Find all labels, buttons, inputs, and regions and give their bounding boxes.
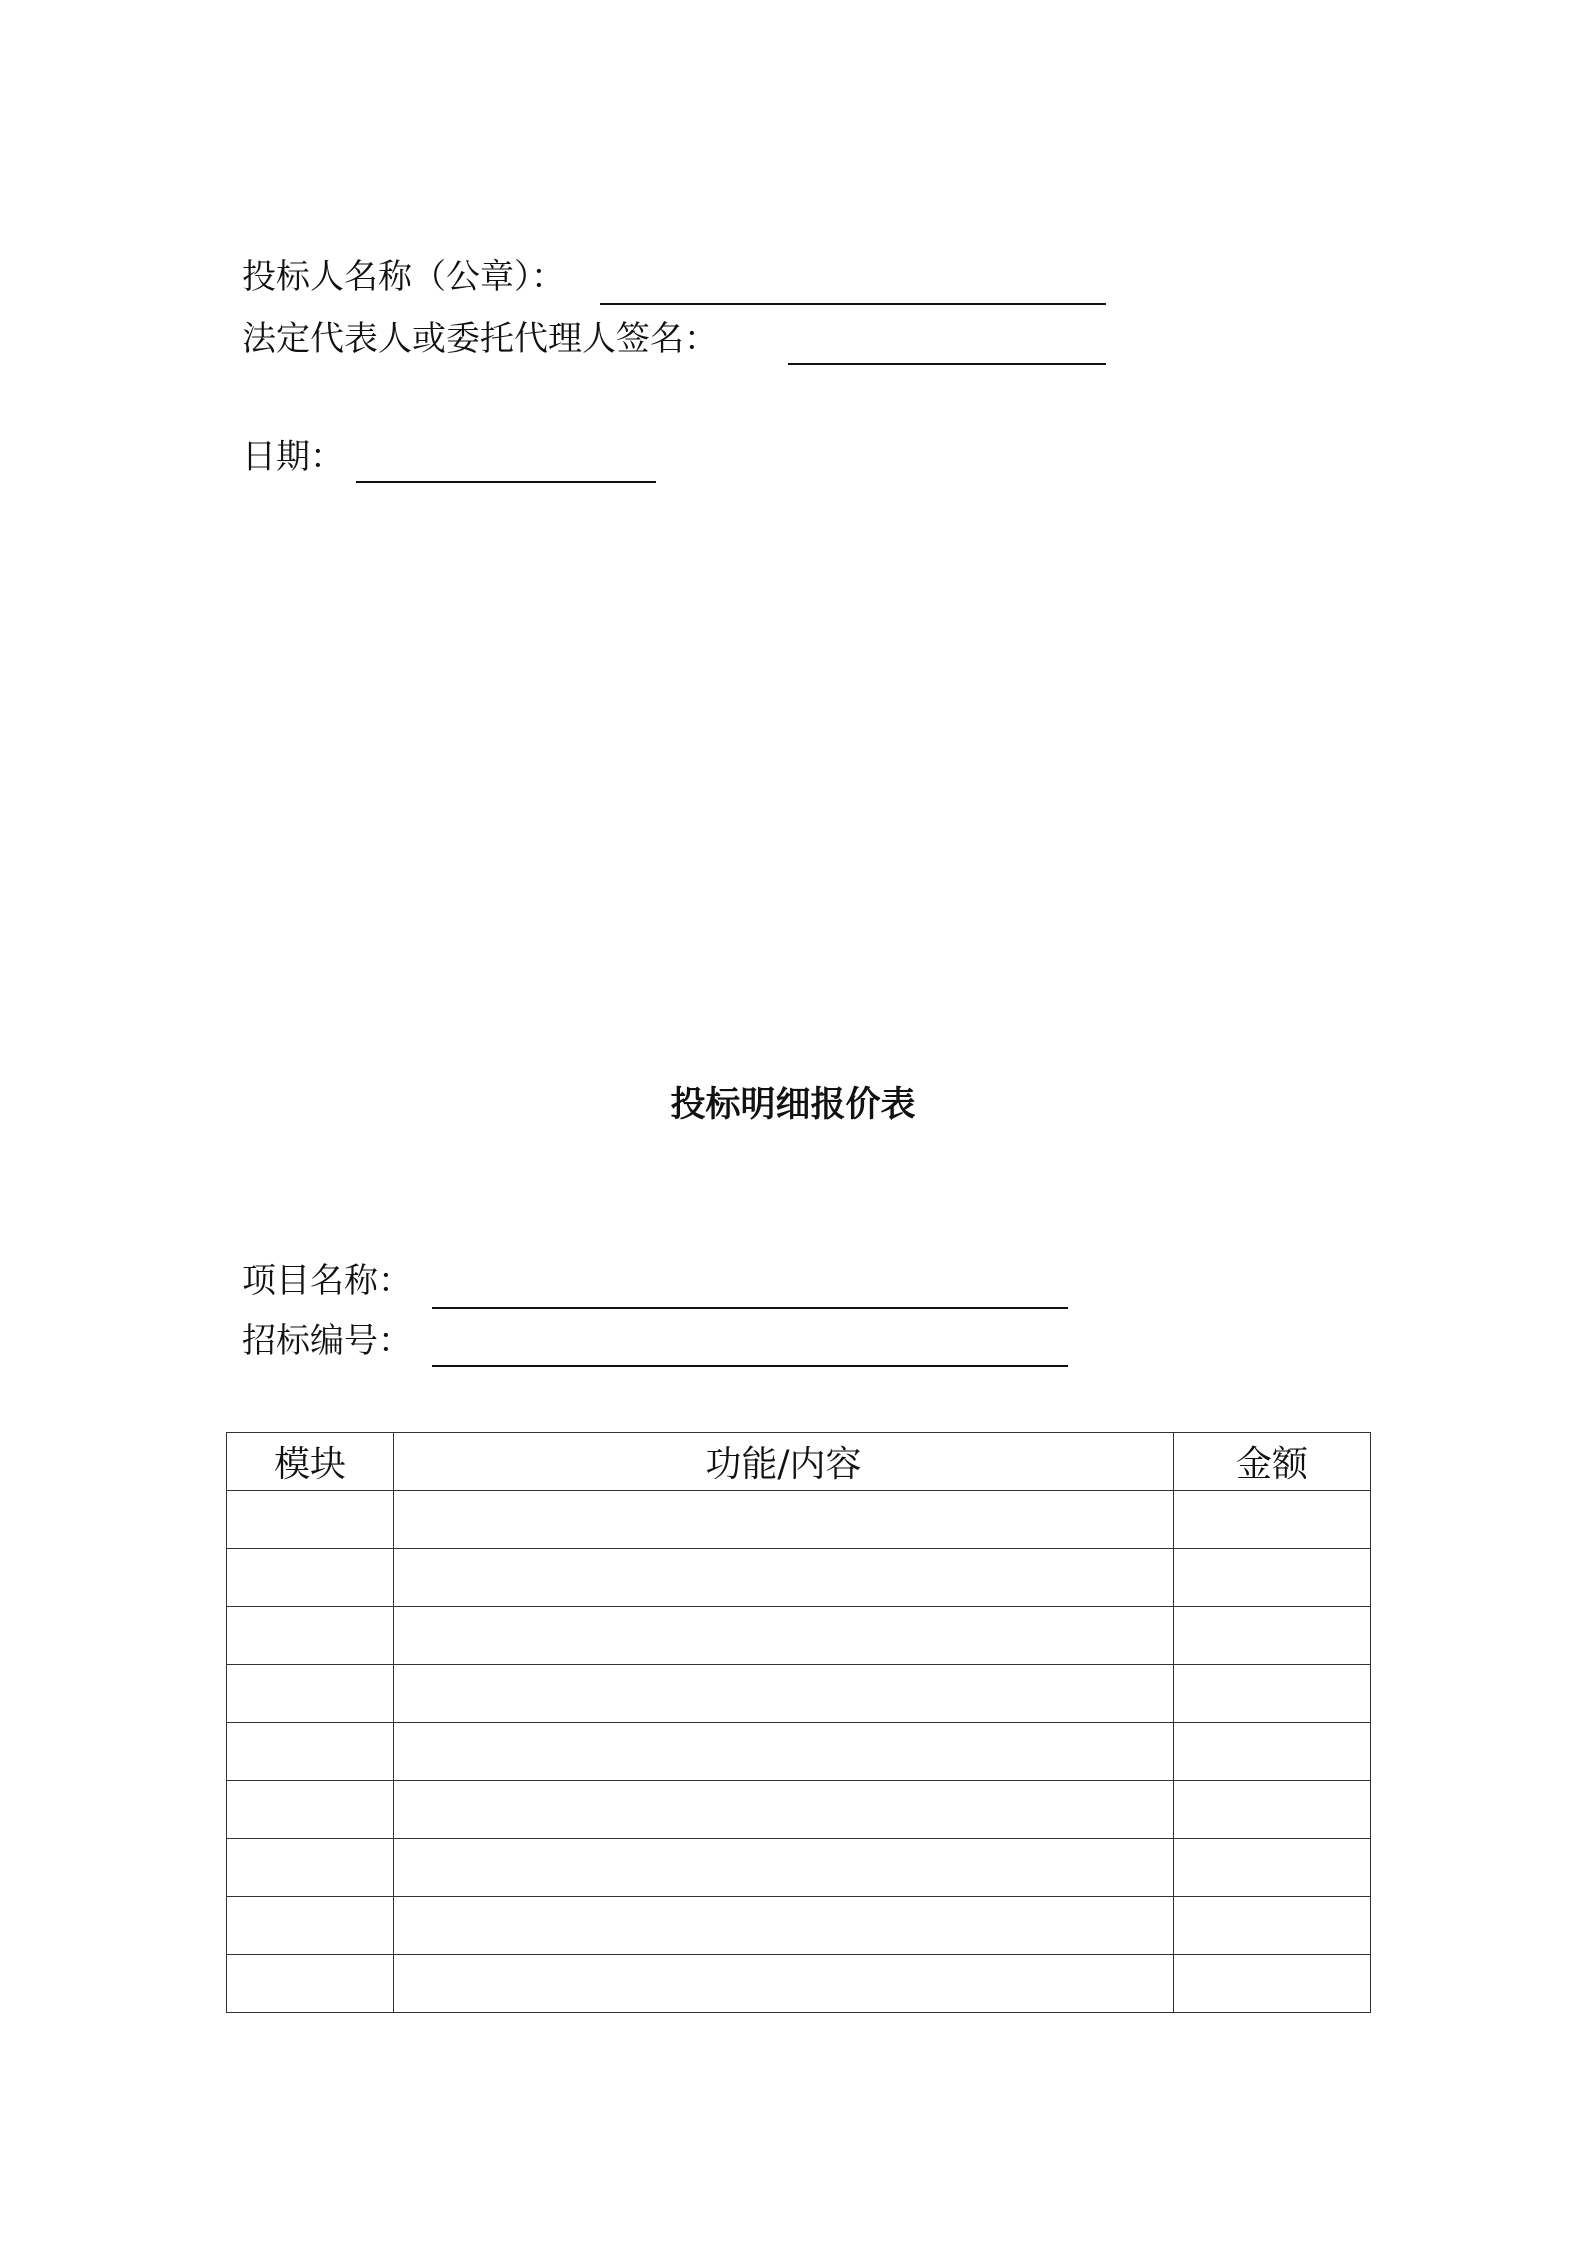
representative-signature-field[interactable] xyxy=(788,363,1106,365)
table-row xyxy=(227,1607,1371,1665)
amount-cell[interactable] xyxy=(1174,1607,1371,1665)
content-cell[interactable] xyxy=(394,1723,1174,1781)
module-cell[interactable] xyxy=(227,1491,394,1549)
price-table-body xyxy=(227,1491,1371,2013)
representative-label: 法定代表人或委托代理人签名： xyxy=(242,319,718,359)
content-cell[interactable] xyxy=(394,1955,1174,2013)
module-cell[interactable] xyxy=(227,1723,394,1781)
content-cell[interactable] xyxy=(394,1897,1174,1955)
price-table xyxy=(226,1432,1371,2013)
module-cell[interactable] xyxy=(227,1839,394,1897)
tender-number-label: 招标编号： xyxy=(242,1321,412,1361)
content-cell[interactable] xyxy=(394,1491,1174,1549)
table-row xyxy=(227,1665,1371,1723)
module-cell[interactable] xyxy=(227,1781,394,1839)
table-row xyxy=(227,1781,1371,1839)
content-cell[interactable] xyxy=(394,1781,1174,1839)
content-cell[interactable] xyxy=(394,1607,1174,1665)
table-row xyxy=(227,1549,1371,1607)
tender-number-field[interactable] xyxy=(432,1365,1068,1367)
module-cell[interactable] xyxy=(227,1549,394,1607)
project-name-field[interactable] xyxy=(432,1307,1068,1309)
module-cell[interactable] xyxy=(227,1607,394,1665)
amount-cell[interactable] xyxy=(1174,1491,1371,1549)
content-cell[interactable] xyxy=(394,1665,1174,1723)
module-cell[interactable] xyxy=(227,1897,394,1955)
table-row xyxy=(227,1839,1371,1897)
amount-cell[interactable] xyxy=(1174,1839,1371,1897)
date-label: 日期： xyxy=(242,437,344,477)
module-cell[interactable] xyxy=(227,1665,394,1723)
module-column-header: 模块 xyxy=(227,1433,394,1491)
amount-cell[interactable] xyxy=(1174,1955,1371,2013)
bidder-name-field[interactable] xyxy=(600,303,1106,305)
content-cell[interactable] xyxy=(394,1549,1174,1607)
table-row xyxy=(227,1723,1371,1781)
content-cell[interactable] xyxy=(394,1839,1174,1897)
document-title: 投标明细报价表 xyxy=(670,1085,916,1125)
table-row xyxy=(227,1897,1371,1955)
amount-cell[interactable] xyxy=(1174,1781,1371,1839)
amount-cell[interactable] xyxy=(1174,1897,1371,1955)
date-field[interactable] xyxy=(356,481,656,483)
amount-cell[interactable] xyxy=(1174,1723,1371,1781)
bidder-name-label: 投标人名称（公章）： xyxy=(242,257,565,297)
module-cell[interactable] xyxy=(227,1955,394,2013)
table-row xyxy=(227,1955,1371,2013)
content-column-header: 功能/内容 xyxy=(394,1433,1174,1491)
amount-cell[interactable] xyxy=(1174,1665,1371,1723)
project-name-label: 项目名称： xyxy=(242,1261,412,1301)
table-row xyxy=(227,1491,1371,1549)
amount-column-header: 金额 xyxy=(1174,1433,1371,1491)
amount-cell[interactable] xyxy=(1174,1549,1371,1607)
table-header-row xyxy=(227,1433,1371,1491)
